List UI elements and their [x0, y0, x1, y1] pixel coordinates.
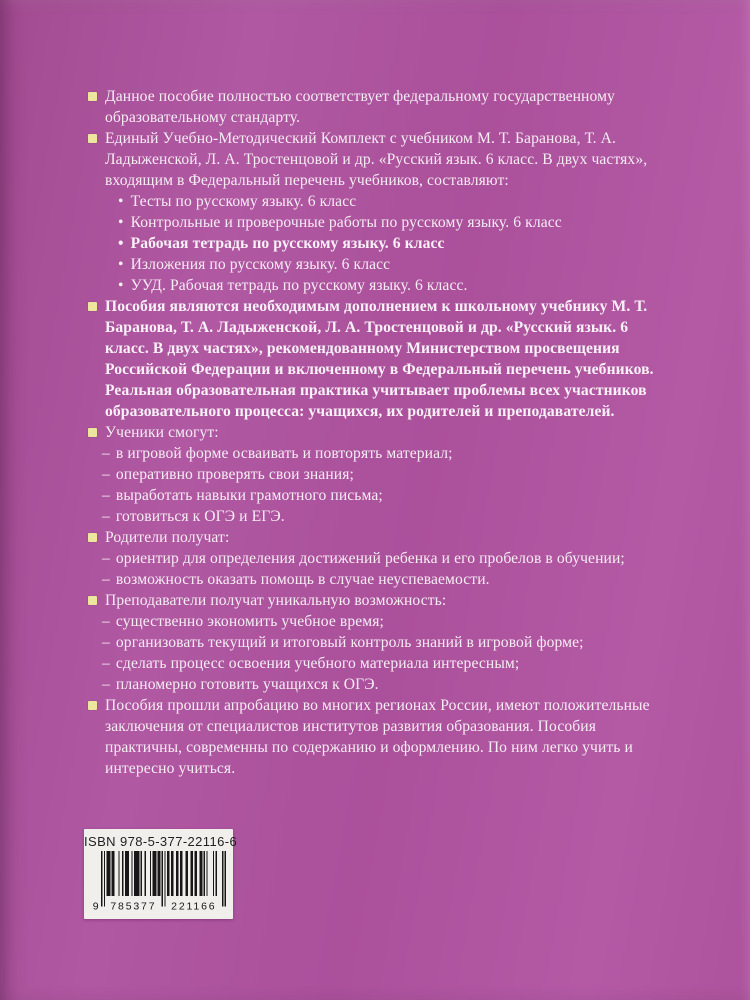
isbn-label: ISBN 978-5-377-22116-6 — [84, 834, 238, 849]
dash-item — [88, 548, 673, 569]
dash-text: организовать текущий и итоговый контроль знаний в игровой форме; — [115, 634, 584, 651]
bullet-text: Ученики смогут: — [105, 424, 219, 441]
bullet-text: Родители получат: — [105, 529, 230, 546]
bullet-item — [88, 695, 673, 779]
dash-text: в игровой форме осваивать и повторять материал; — [115, 445, 453, 462]
svg-text:9: 9 — [92, 900, 100, 913]
dash-item — [88, 653, 673, 674]
bullet-item — [88, 422, 673, 443]
dash-text: существенно экономить учебное время; — [115, 613, 384, 630]
sub-bullet-text: Рабочая тетрадь по русскому языку. 6 класс — [130, 235, 445, 252]
sub-bullet-icon: • — [118, 256, 124, 273]
isbn-barcode-block — [84, 829, 238, 919]
dash-item — [88, 443, 673, 464]
sub-bullet-item — [88, 233, 673, 254]
bullet-square-icon — [88, 533, 97, 542]
bullet-text: Пособия являются необходимым дополнением к школьному учебнику М. Т. Баранова, Т. А. Ладыженской, Л. А. Тростенцовой и др. «Русский язык. 6 класс. В двух частях», рекомендованному Министерством просвещения Российской Федерации и включенному в Федеральный перечень учебников. Реальная образовательная практика учитывает проблемы всех участников образовательного процесса: учащихся, их родителей и преподавателей. — [105, 298, 654, 420]
bullet-square-icon — [88, 701, 97, 710]
dash-text: оперативно проверять свои знания; — [115, 466, 354, 483]
sub-bullet-item — [88, 191, 673, 212]
dash-item — [88, 485, 673, 506]
bullet-text: Единый Учебно-Методический Комплект с учебником М. Т. Баранова, Т. А. Ладыженской, Л. А. Тростенцовой и др. «Русский язык. 6 класс. В двух частях», входящим в Федеральный перечень учебников, составляют: — [105, 130, 648, 189]
dash-item — [88, 506, 673, 527]
bullet-square-icon — [88, 302, 97, 311]
bullet-text: Данное пособие полностью соответствует федеральному государственному образовательному стандарту. — [105, 88, 615, 126]
bullet-item — [88, 527, 673, 548]
annotation-text-block — [88, 86, 673, 779]
sub-bullet-item — [88, 212, 673, 233]
dash-icon: – — [102, 508, 110, 525]
sub-bullet-item — [88, 254, 673, 275]
dash-item — [88, 611, 673, 632]
bullet-square-icon — [88, 92, 97, 101]
dash-icon: – — [102, 550, 110, 567]
dash-icon: – — [102, 445, 110, 462]
dash-icon: – — [102, 676, 110, 693]
bullet-item — [88, 128, 673, 191]
sub-bullet-icon: • — [118, 277, 124, 294]
bullet-item — [88, 590, 673, 611]
sub-bullet-text: Контрольные и проверочные работы по русскому языку. 6 класс — [130, 214, 562, 231]
dash-item — [88, 632, 673, 653]
dash-item — [88, 464, 673, 485]
ean13-barcode — [92, 851, 226, 913]
dash-icon: – — [102, 466, 110, 483]
sub-bullet-item — [88, 275, 673, 296]
bullet-text: Преподаватели получат уникальную возможность: — [105, 592, 447, 609]
dash-text: готовиться к ОГЭ и ЕГЭ. — [115, 508, 285, 525]
dash-item — [88, 569, 673, 590]
sub-bullet-icon: • — [118, 193, 124, 210]
dash-text: возможность оказать помощь в случае неуспеваемости. — [115, 571, 490, 588]
sub-bullet-text: Тесты по русскому языку. 6 класс — [130, 193, 357, 210]
bullet-text: Пособия прошли апробацию во многих регионах России, имеют положительные заключения от специалистов институтов развития образования. Пособия практичны, современны по содержанию и оформлению. По ним легко учить и интересно учиться. — [105, 697, 650, 777]
bullet-square-icon — [88, 428, 97, 437]
bullet-item — [88, 296, 673, 422]
bullet-square-icon — [88, 596, 97, 605]
sub-bullet-icon: • — [118, 214, 124, 231]
dash-text: ориентир для определения достижений ребенка и его пробелов в обучении; — [115, 550, 625, 567]
dash-icon: – — [102, 613, 110, 630]
sub-bullet-text: Изложения по русскому языку. 6 класс — [130, 256, 391, 273]
bullet-square-icon — [88, 134, 97, 143]
sub-bullet-text: УУД. Рабочая тетрадь по русскому языку. 6 класс. — [130, 277, 468, 294]
dash-icon: – — [102, 487, 110, 504]
svg-text:221166: 221166 — [170, 900, 216, 913]
dash-icon: – — [102, 634, 110, 651]
dash-text: выработать навыки грамотного письма; — [115, 487, 383, 504]
dash-icon: – — [102, 571, 110, 588]
svg-text:785377: 785377 — [109, 900, 156, 913]
sub-bullet-icon: • — [118, 235, 124, 252]
dash-text: сделать процесс освоения учебного материала интересным; — [115, 655, 520, 672]
bullet-item — [88, 86, 673, 128]
dash-item — [88, 674, 673, 695]
dash-text: планомерно готовить учащихся к ОГЭ. — [115, 676, 379, 693]
dash-icon: – — [102, 655, 110, 672]
